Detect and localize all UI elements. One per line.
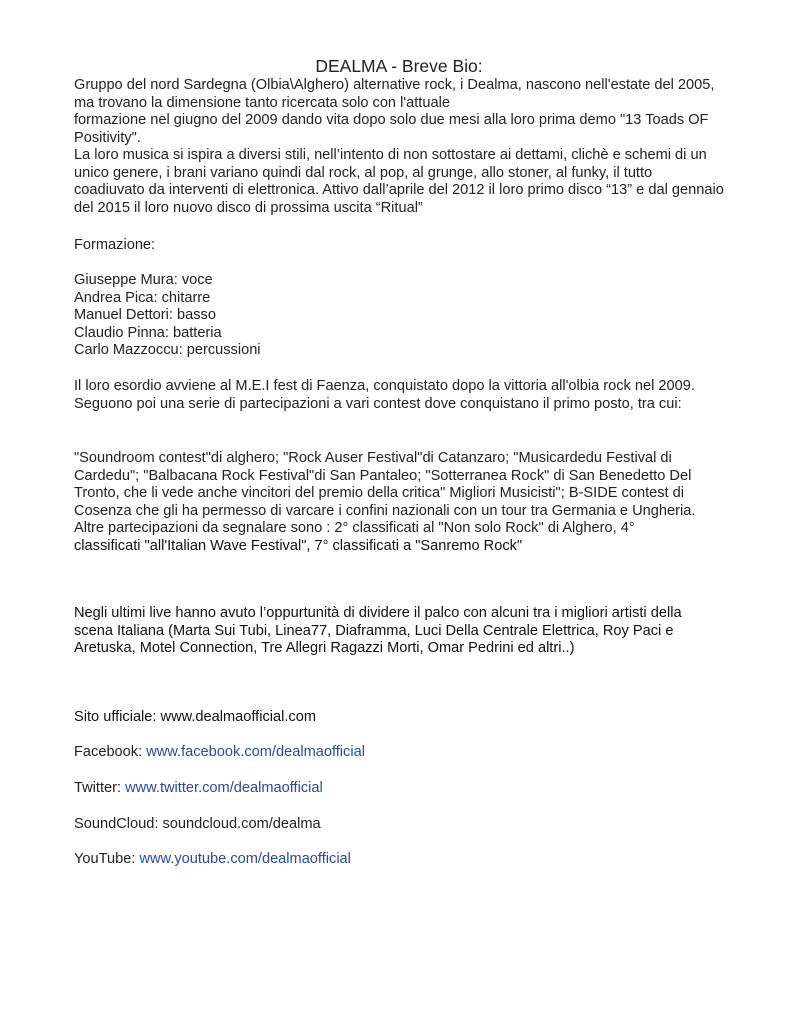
youtube-label: YouTube:	[74, 851, 140, 867]
member-item: Claudio Pinna: batteria	[74, 324, 222, 341]
facebook-label: Facebook:	[74, 744, 147, 760]
soundcloud-label: SoundCloud:	[74, 816, 163, 832]
soundcloud-line	[74, 816, 724, 834]
member-item: Giuseppe Mura: voce	[74, 272, 213, 288]
soundcloud-url: soundcloud.com/dealma	[162, 816, 321, 832]
sito-label: Sito ufficiale:	[74, 709, 161, 725]
youtube-line	[74, 851, 724, 869]
sito-ufficiale-line	[74, 709, 724, 727]
twitter-label: Twitter:	[74, 780, 126, 796]
facebook-line	[74, 744, 724, 762]
members-list	[74, 272, 724, 360]
intro-paragraph-2: formazione nel giugno del 2009 dando vita dopo solo due mesi alla loro prima demo "13 Toads OF Positivity".	[74, 112, 709, 146]
contests-section	[74, 450, 724, 555]
sito-url: www.dealmaofficial.com	[160, 709, 316, 725]
intro-paragraph-3: La loro musica si ispira a diversi stili, nell’intento di non sottostare ai dettami, clichè e schemi di un unico genere, i brani variano quindi dal rock, al pop, al grunge, allo stoner, al funky, il tutto coadiuvato da interventi di elettronica. Attivo dall’aprile del 2012 il loro primo disco “13” e dal gennaio del 2015 il loro nuovo disco di prossima uscita “Ritual”	[74, 147, 724, 216]
twitter-line	[74, 780, 724, 798]
intro-section	[74, 77, 724, 217]
contests-paragraph: "Soundroom contest"di alghero; "Rock Auser Festival"di Catanzaro; "Musicardedu Festival di Cardedu"; "Balbacana Rock Festival"di San Pantaleo; "Sotterranea Rock" di San Benedetto Del Tronto, che li vede anche vincitori del premio della critica" Migliori Musicisti"; B-SIDE contest di Cosenza che gli ha permesso di varcare i confini nazionali con un tour tra Germania e Ungheria.	[74, 450, 696, 519]
page-title: DEALMA - Breve Bio:	[315, 56, 483, 76]
member-item: Carlo Mazzoccu: percussioni	[74, 342, 261, 358]
member-item: Andrea Pica: chitarre	[74, 289, 211, 306]
member-item: Manuel Dettori: basso	[74, 307, 216, 323]
altre-partecipazioni-line-2: classificati "all'Italian Wave Festival", 7° classificati a "Sanremo Rock"	[74, 537, 523, 554]
facebook-link[interactable]: www.facebook.com/dealmaofficial	[146, 744, 365, 760]
altre-partecipazioni-line-1: Altre partecipazioni da segnalare sono : 2° classificati al "Non solo Rock" di Alghero, 4°	[74, 520, 635, 536]
twitter-link[interactable]: www.twitter.com/dealmaofficial	[125, 780, 323, 796]
esordio-paragraph: Il loro esordio avviene al M.E.I fest di Faenza, conquistato dopo la vittoria all'olbia rock nel 2009. Seguono poi una serie di partecipazioni a vari contest dove conquistano il primo posto, tra cui:	[74, 378, 695, 412]
intro-paragraph-1: Gruppo del nord Sardegna (Olbia\Alghero) alternative rock, i Dealma, nascono nell'estate del 2005, ma trovano la dimensione tanto ricercata solo con l'attuale	[74, 77, 715, 111]
formazione-heading: Formazione:	[74, 237, 156, 253]
live-paragraph: Negli ultimi live hanno avuto l’oppurtunità di dividere il palco con alcuni tra i migliori artisti della scena Italiana (Marta Sui Tubi, Linea77, Diaframma, Luci Della Centrale Elettrica, Roy Paci e Aretuska, Motel Connection, Tre Allegri Ragazzi Morti, Omar Pedrini ed altri..)	[74, 605, 682, 656]
youtube-link[interactable]: www.youtube.com/dealmaofficial	[139, 851, 351, 867]
